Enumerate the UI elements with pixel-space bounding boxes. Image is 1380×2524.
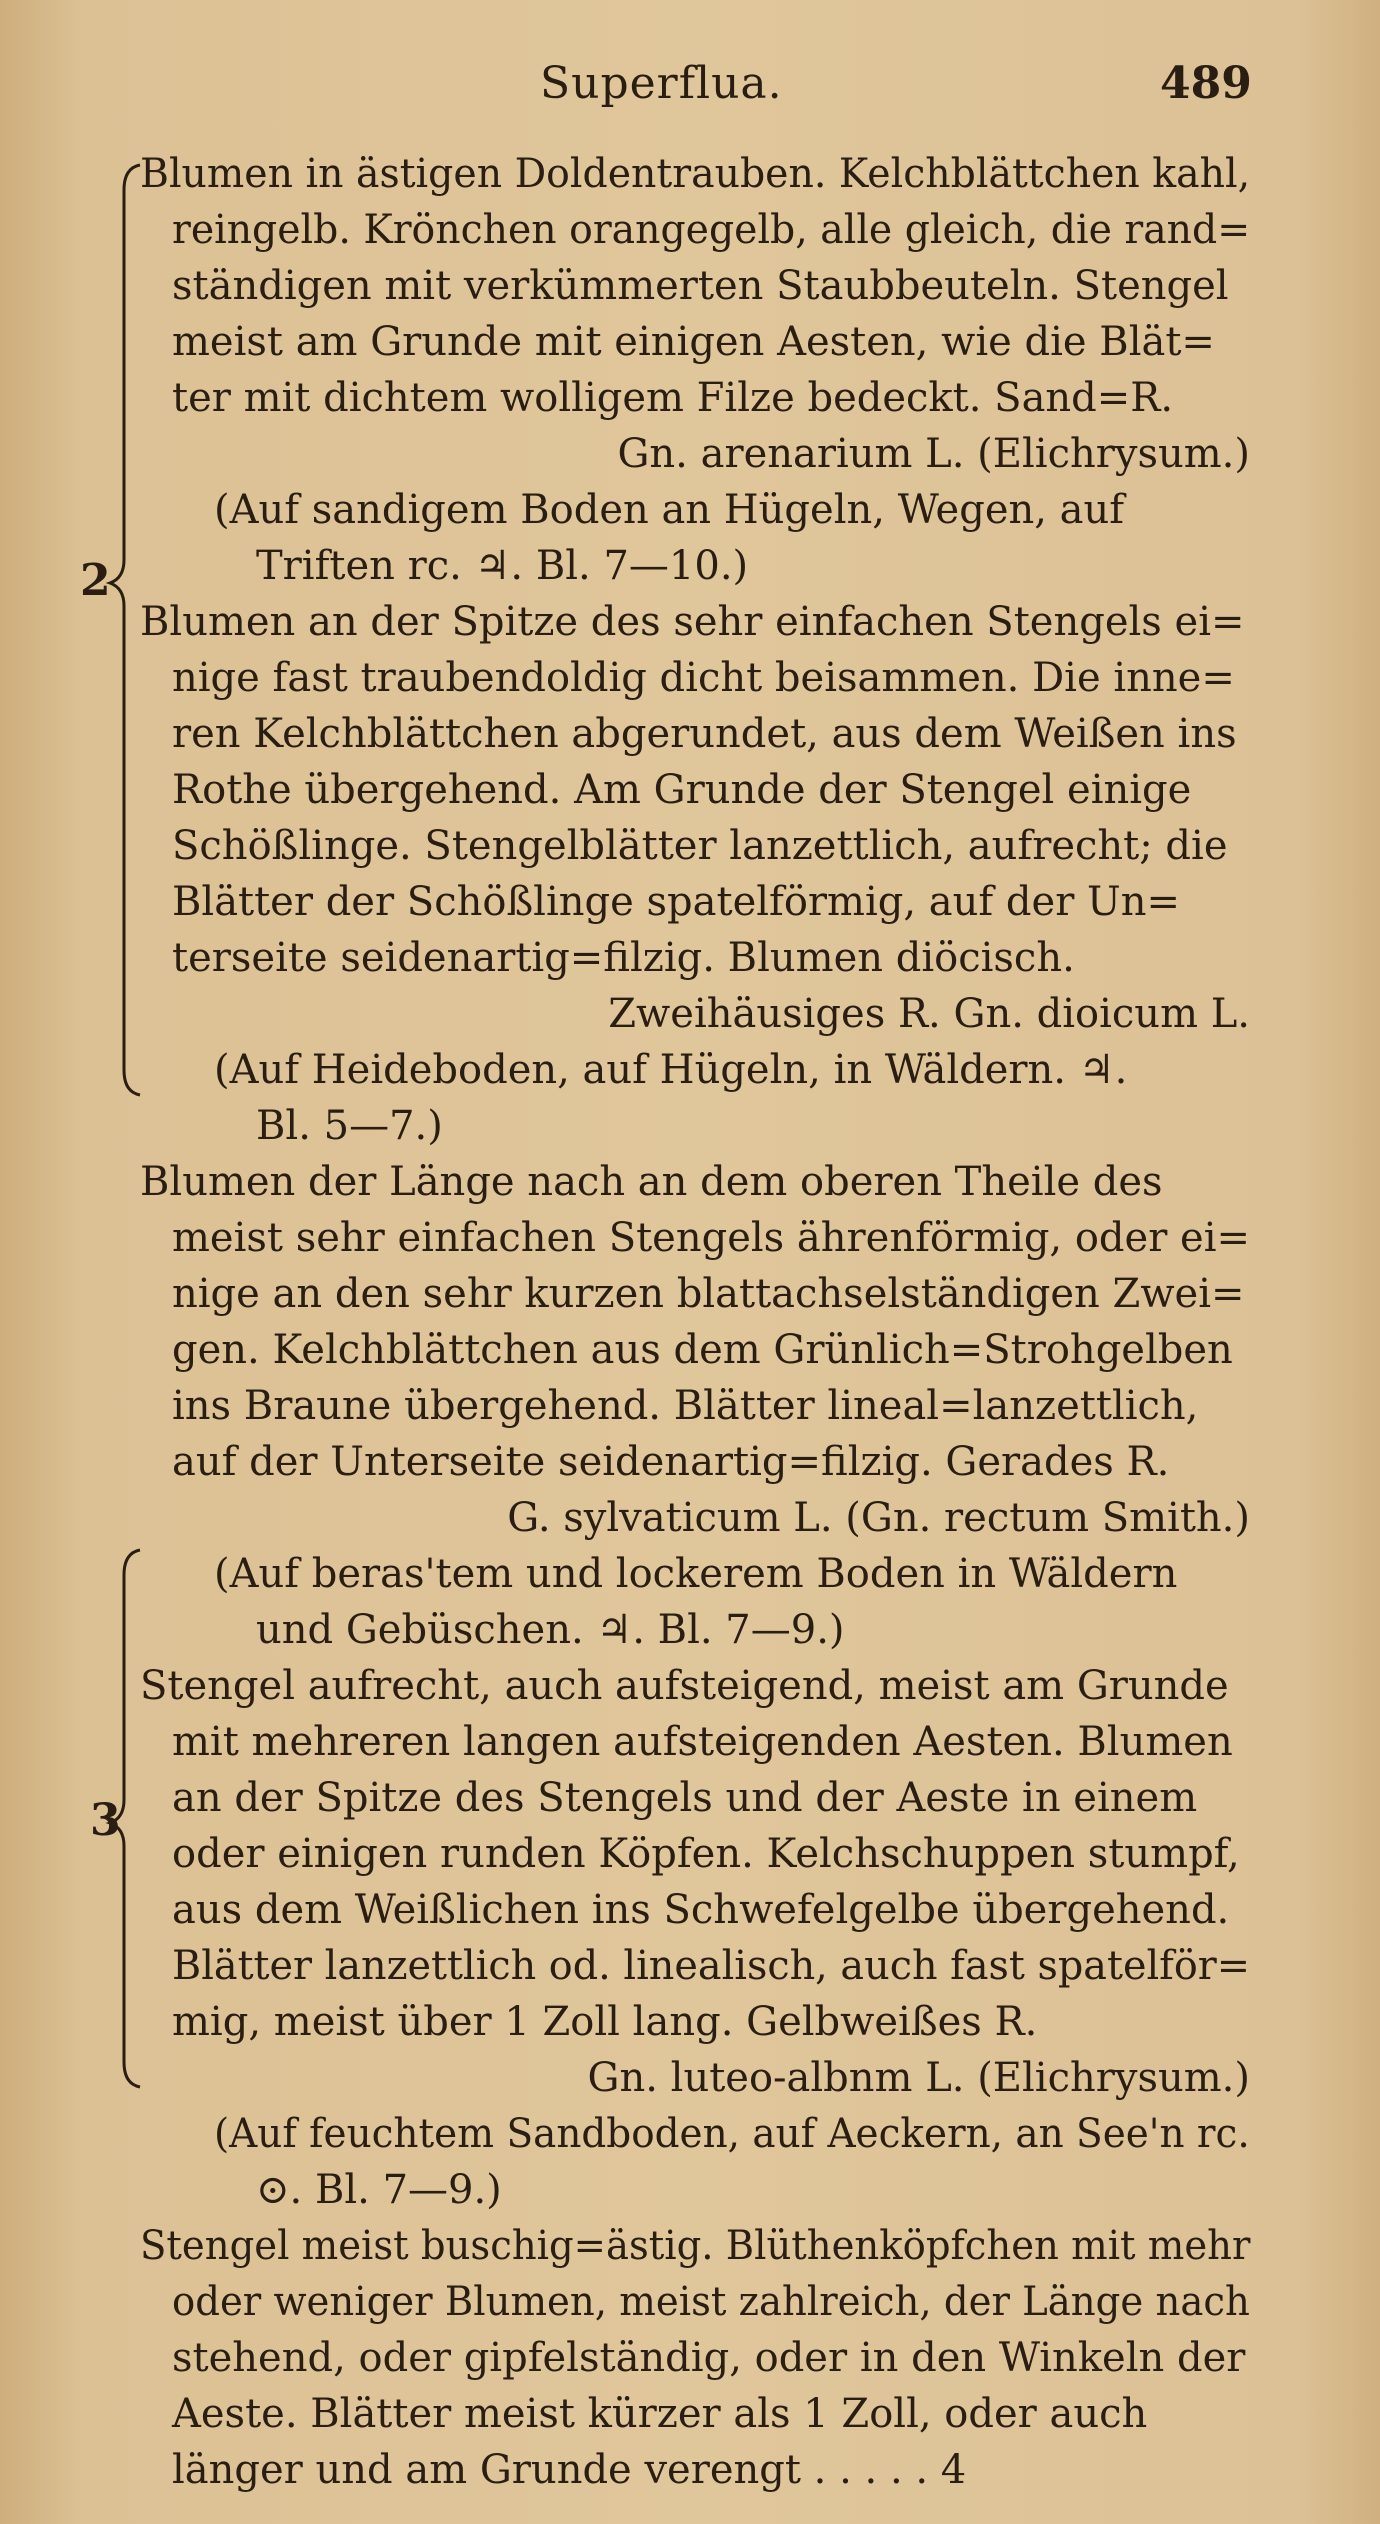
habitat-note: ⊙. Bl. 7—9.) <box>256 2167 502 2213</box>
running-head: Superflua. <box>540 58 783 109</box>
text-line: Blumen in ästigen Doldentrauben. Kelchblättchen kahl, <box>140 151 1251 197</box>
species-name: Gn. luteo-albnm L. (Elichrysum.) <box>587 2055 1250 2101</box>
text-line: Aeste. Blätter meist kürzer als 1 Zoll, oder auch <box>172 2391 1148 2437</box>
text-line: mig, meist über 1 Zoll lang. Gelbweißes R. <box>172 1999 1038 2045</box>
text-line: ter mit dichtem wolligem Filze bedeckt. Sand=R. <box>172 375 1174 421</box>
text-line: an der Spitze des Stengels und der Aeste in einem <box>172 1775 1198 1821</box>
text-line: Blätter lanzettlich od. linealisch, auch fast spatelför= <box>172 1943 1251 1989</box>
habitat-note: Triften rc. ♃. Bl. 7—10.) <box>256 543 749 589</box>
page-number: 489 <box>1160 58 1252 109</box>
text-line: Schößlinge. Stengelblätter lanzettlich, aufrecht; die <box>172 823 1228 869</box>
brace-label-2: 2 <box>80 555 111 606</box>
text-line: auf der Unterseite seidenartig=filzig. Gerades R. <box>172 1439 1170 1485</box>
text-line: meist am Grunde mit einigen Aesten, wie die Blät= <box>172 319 1215 365</box>
habitat-note: und Gebüschen. ♃. Bl. 7—9.) <box>256 1607 845 1653</box>
text-line: ins Braune übergehend. Blätter lineal=lanzettlich, <box>172 1383 1199 1429</box>
text-line: Stengel meist buschig=ästig. Blüthenköpfchen mit mehr <box>140 2223 1251 2269</box>
species-name: G. sylvaticum L. (Gn. rectum Smith.) <box>507 1495 1250 1541</box>
species-name: Zweihäusiges R. Gn. dioicum L. <box>608 991 1250 1037</box>
text-line: Blumen der Länge nach an dem oberen Theile des <box>140 1159 1163 1205</box>
text-line: länger und am Grunde verengt . . . . . 4 <box>172 2447 967 2493</box>
text-line: reingelb. Krönchen orangegelb, alle gleich, die rand= <box>172 207 1251 253</box>
text-line: mit mehreren langen aufsteigenden Aesten. Blumen <box>172 1719 1233 1765</box>
text-line: meist sehr einfachen Stengels ährenförmig, oder ei= <box>172 1215 1251 1261</box>
brace-label-3: 3 <box>90 1795 121 1846</box>
habitat-note: (Auf sandigem Boden an Hügeln, Wegen, auf <box>214 487 1125 533</box>
species-name: Gn. arenarium L. (Elichrysum.) <box>617 431 1250 477</box>
text-line: aus dem Weißlichen ins Schwefelgelbe übergehend. <box>172 1887 1230 1933</box>
text-line: terseite seidenartig=filzig. Blumen diöcisch. <box>172 935 1075 981</box>
text-line: stehend, oder gipfelständig, oder in den Winkeln der <box>172 2335 1246 2381</box>
text-line: nige fast traubendoldig dicht beisammen. Die inne= <box>172 655 1235 701</box>
habitat-note: (Auf Heideboden, auf Hügeln, in Wäldern. ♃. <box>214 1047 1128 1093</box>
text-line: Blumen an der Spitze des sehr einfachen Stengels ei= <box>140 599 1245 645</box>
text-line: gen. Kelchblättchen aus dem Grünlich=Strohgelben <box>172 1327 1233 1373</box>
text-line: ren Kelchblättchen abgerundet, aus dem Weißen ins <box>172 711 1237 757</box>
habitat-note: (Auf feuchtem Sandboden, auf Aeckern, an See'n rc. <box>214 2111 1250 2157</box>
text-line: ständigen mit verkümmerten Staubbeuteln. Stengel <box>172 263 1229 309</box>
text-line: Stengel aufrecht, auch aufsteigend, meist am Grunde <box>140 1663 1229 1709</box>
brace-2 <box>110 165 140 1095</box>
text-line: nige an den sehr kurzen blattachselständigen Zwei= <box>172 1271 1245 1317</box>
text-line: Rothe übergehend. Am Grunde der Stengel einige <box>172 767 1192 813</box>
text-line: Blätter der Schößlinge spatelförmig, auf der Un= <box>172 879 1181 925</box>
text-line: oder einigen runden Köpfen. Kelchschuppen stumpf, <box>172 1831 1240 1877</box>
habitat-note: Bl. 5—7.) <box>256 1103 443 1149</box>
habitat-note: (Auf beras'tem und lockerem Boden in Wäldern <box>214 1551 1178 1597</box>
text-line: oder weniger Blumen, meist zahlreich, der Länge nach <box>172 2279 1250 2325</box>
